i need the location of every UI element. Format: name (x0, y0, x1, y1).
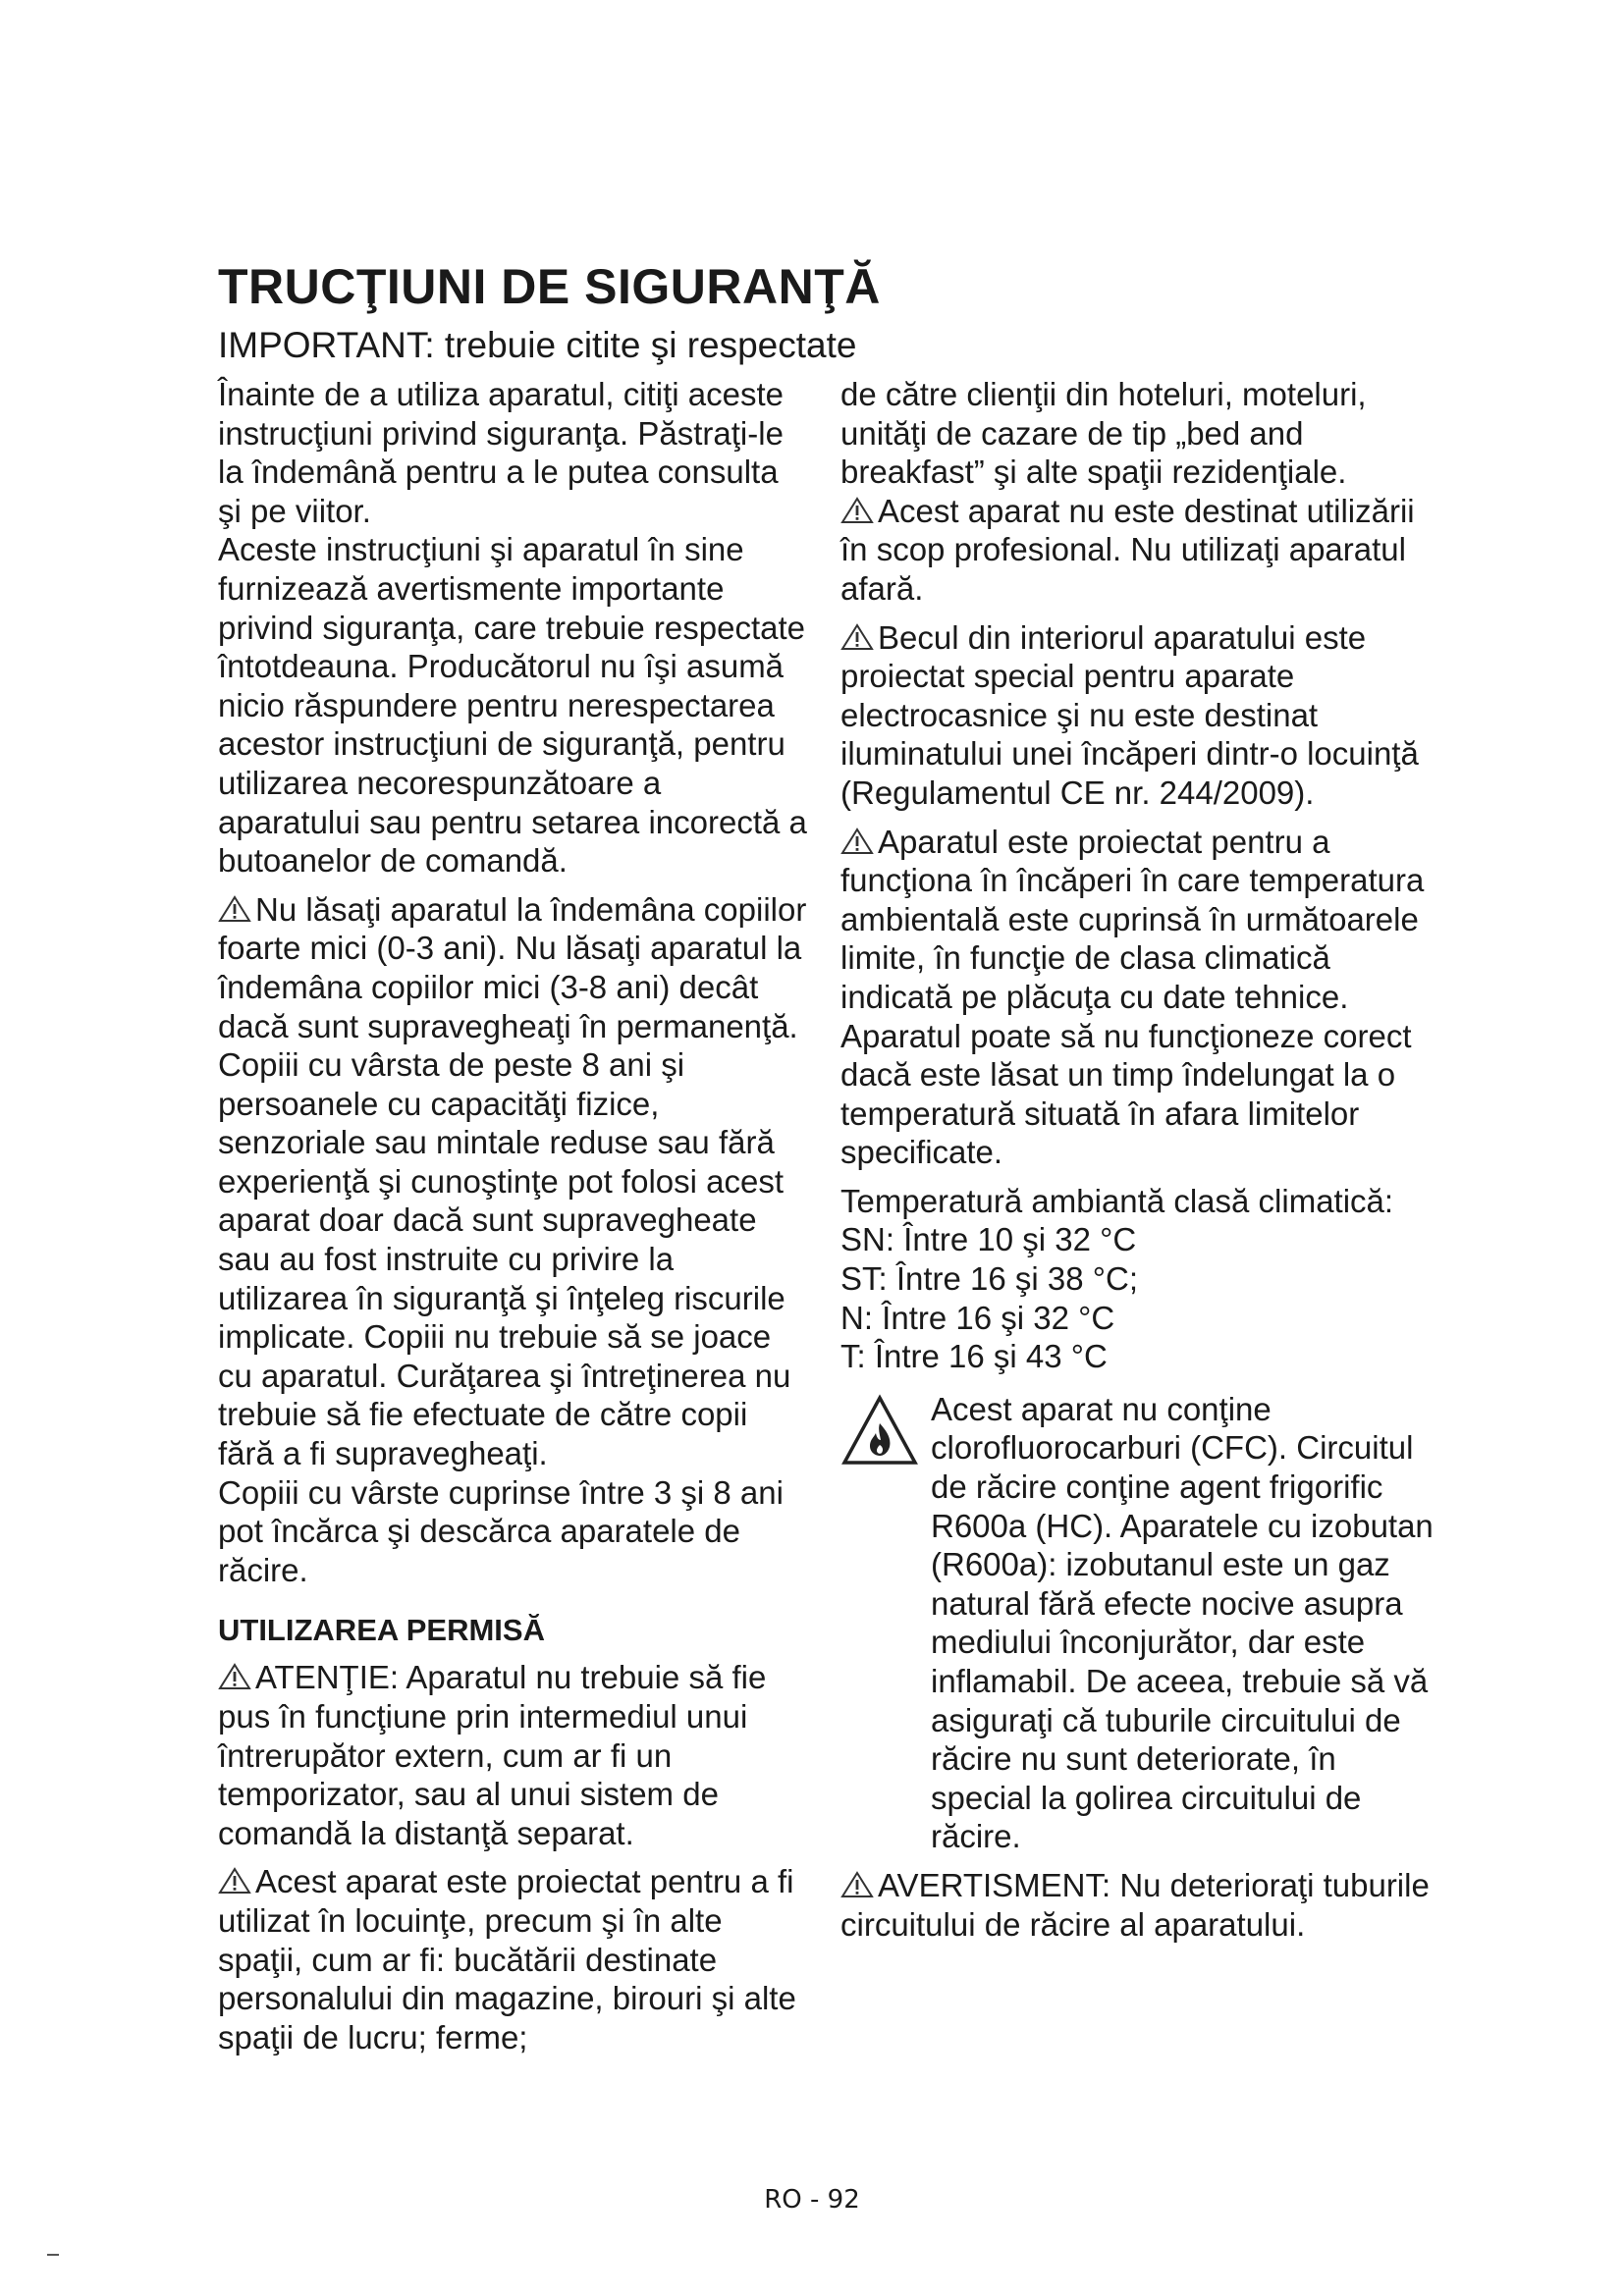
final-warning-paragraph (840, 1866, 1435, 1944)
warning-triangle-icon (840, 623, 874, 651)
warning-triangle-icon (218, 895, 251, 923)
warning-triangle-icon (840, 497, 874, 524)
warning-triangle-icon (840, 1871, 874, 1898)
bulb-warning-paragraph (840, 618, 1435, 813)
ambient-note-paragraph: Aparatul poate să nu funcţioneze corect dacă este lăsat un timp îndelungat la o temperatură situată în afara limitelor specificate. (840, 1017, 1412, 1171)
children-warning-text: Nu lăsaţi aparatul la îndemâna copiilor foarte mici (0-3 ani). Nu lăsaţi aparatul la îndemâna copiilor mici (3-8 ani) decât dacă sunt supravegheaţi în permanenţă. Copiii cu vârsta de peste 8 ani şi persoanele cu capacităţi fizice, senzoriale sau mintale reduse sau fără experienţă şi cunoştinţe pot folosi acest aparat doar dacă sunt supravegheate sau au fost instruite cu privire la utilizarea în siguranţă şi înţeleg riscurile implicate. Copiii nu trebuie să se joace cu aparatul. Curăţarea şi întreţinerea nu trebuie să fie efectuate de către copii fără a fi supravegheaţi. (218, 890, 807, 1472)
attention-warning-paragraph (218, 1658, 807, 1852)
right-column (840, 375, 1435, 1944)
flammable-warning-icon (840, 1394, 931, 1468)
edge-mark (47, 2254, 59, 2256)
refrigerant-warning-text: Acest aparat nu conţine clorofluorocarburi (CFC). Circuitul de răcire conţine agent frigorific R600a (HC). Aparatele cu izobutan (R600a): izobutanul este un gaz natural fără efecte nocive asupra mediului înconjurător, dar este inflamabil. De aceea, trebuie să vă asiguraţi că tuburile circuitului de răcire nu sunt deteriorate, în special la golirea circuitului de răcire. (931, 1390, 1434, 1855)
warning-triangle-icon (840, 828, 874, 855)
permitted-use-heading: UTILIZAREA PERMISĂ (218, 1613, 545, 1648)
page-subtitle: IMPORTANT: trebuie citite şi respectate (218, 325, 857, 365)
page-number: RO - 92 (764, 2185, 860, 2215)
page-title: TRUCŢIUNI DE SIGURANŢĂ (218, 259, 881, 314)
warning-triangle-icon (218, 1867, 251, 1895)
climate-class-st: ST: Între 16 şi 38 °C; (840, 1260, 1138, 1298)
refrigerant-warning-paragraph (840, 1390, 1435, 1856)
final-warning-text: AVERTISMENT: Nu deterioraţi tuburile circuitului de răcire al aparatului. (840, 1866, 1430, 1943)
household-use-paragraph (218, 1862, 807, 2056)
climate-class-n: N: Între 16 şi 32 °C (840, 1299, 1115, 1336)
children-loading-paragraph: Copiii cu vârste cuprinse între 3 şi 8 ani pot încărca şi descărca aparatele de răcire. (218, 1473, 784, 1588)
household-use-continued: de către clienţii din hoteluri, moteluri, unităţi de cazare de tip „bed and breakfast” şi alte spaţii rezidenţiale. (840, 376, 1367, 491)
ambient-warning-paragraph (840, 823, 1435, 1017)
warning-triangle-icon (218, 1663, 251, 1690)
ambient-warning-text: Aparatul este proiectat pentru a funcţiona în încăperi în care temperatura ambientală este cuprinsă în următoarele limite, în funcţie de clasa climatică indicată pe plăcuţa cu date tehnice. (840, 823, 1425, 1015)
climate-class-t: T: Între 16 şi 43 °C (840, 1338, 1108, 1375)
professional-warning-paragraph (840, 492, 1435, 609)
attention-warning-text: ATENŢIE: Aparatul nu trebuie să fie pus în funcţiune prin intermediul unui întrerupător extern, cum ar fi un temporizator, sau al unui sistem de comandă la distanţă separat. (218, 1659, 767, 1851)
intro-paragraph-2: Aceste instrucţiuni şi aparatul în sine furnizează avertismente importante privind siguranţa, care trebuie respectate întotdeauna. Producătorul nu îşi asumă nicio răspundere pentru nerespectarea acestor instrucţiuni de siguranţă, pentru utilizarea necorespunzătoare a aparatului sau pentru setarea incorectă a butoanelor de comandă. (218, 531, 807, 880)
intro-paragraph: Înainte de a utiliza aparatul, citiţi aceste instrucţiuni privind siguranţa. Păstraţi-le la îndemână pentru a le putea consulta şi pe viitor. (218, 376, 785, 529)
climate-heading: Temperatură ambiantă clasă climatică: (840, 1182, 1394, 1219)
children-warning-paragraph (218, 890, 807, 1473)
climate-class-sn: SN: Între 10 şi 32 °C (840, 1221, 1137, 1258)
professional-warning-text: Acest aparat nu este destinat utilizării în scop profesional. Nu utilizaţi aparatul afară. (840, 492, 1415, 607)
left-column (218, 375, 807, 2056)
household-use-text: Acest aparat este proiectat pentru a fi utilizat în locuinţe, precum şi în alte spaţii, cum ar fi: bucătării destinate personalului din magazine, birouri şi alte spaţii de lucru; ferme; (218, 1863, 796, 2056)
bulb-warning-text: Becul din interiorul aparatului este proiectat special pentru aparate electrocasnice şi nu este destinat iluminatului unei încăperi dintr-o locuinţă (Regulamentul CE nr. 244/2009). (840, 618, 1419, 811)
